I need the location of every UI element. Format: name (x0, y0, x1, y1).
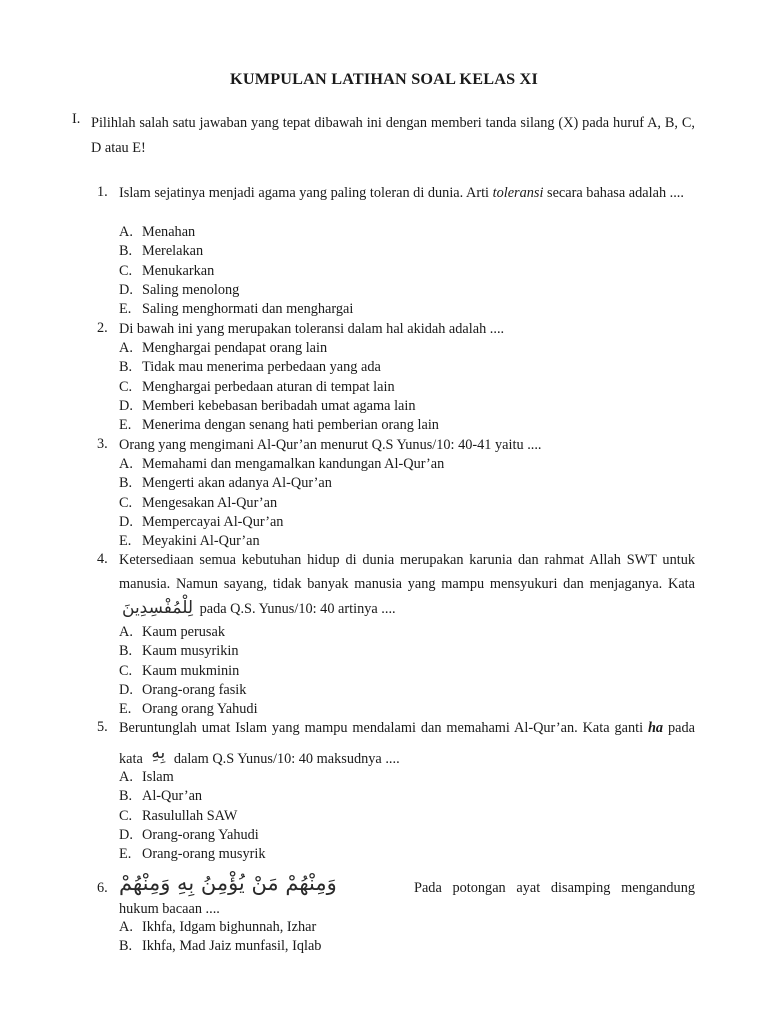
options-list (119, 339, 695, 435)
option-letter: A. (119, 769, 133, 785)
arabic-word: بِهِ (151, 743, 166, 763)
option-text: Islam (142, 769, 174, 785)
question-text-part: Ketersediaan semua kebutuhan hidup di dunia merupakan karunia dan rahmat Allah SWT untuk manusia. Namun sayang, tidak banyak manusia yang mampu mensyukuri dan menjaganya. Kata (119, 552, 695, 592)
question-number: 1. (97, 184, 108, 200)
option-letter: B. (119, 359, 133, 376)
option-a[interactable] (119, 918, 695, 937)
option-letter: A. (119, 456, 133, 472)
option-text: Tidak mau menerima perbedaan yang ada (142, 359, 381, 376)
option-text: Merelakan (142, 243, 204, 260)
option-text: Menahan (142, 224, 196, 240)
option-text: Al-Qur’an (142, 788, 203, 805)
option-e[interactable] (119, 416, 695, 435)
option-text: Menghargai perbedaan aturan di tempat lain (142, 378, 395, 395)
question-text-line-1: Pada potongan ayat disamping mengandung (414, 880, 695, 896)
option-text: Rasulullah SAW (142, 807, 238, 824)
arabic-word: لِلْمُفْسِدِينَ (122, 598, 193, 618)
question-text-part: Beruntunglah umat Islam yang mampu mendalami dan memahami Al-Qur’an. Kata ganti (119, 720, 648, 736)
instruction-text: Pilihlah salah satu jawaban yang tepat dibawah ini dengan memberi tanda silang (X) pada huruf A, B, C, D atau E! (91, 115, 695, 156)
option-letter: D. (119, 397, 133, 414)
option-a[interactable] (119, 455, 695, 474)
option-c[interactable] (119, 662, 695, 681)
option-letter: E. (119, 417, 132, 434)
question-number: 4. (97, 551, 108, 567)
option-a[interactable] (119, 623, 695, 642)
option-text: Kaum perusak (142, 624, 225, 640)
option-a[interactable] (119, 339, 695, 358)
option-letter: D. (119, 513, 133, 530)
option-text: Ikhfa, Idgam bighunnah, Izhar (142, 919, 317, 935)
options-list (119, 455, 695, 551)
options-list (119, 223, 695, 319)
question-text-line-2: hukum bacaan .... (119, 901, 220, 917)
option-text: Kaum mukminin (142, 662, 240, 679)
question-text-part: pada Q.S. Yunus/10: 40 artinya .... (196, 601, 396, 617)
options-list (119, 623, 695, 719)
option-c[interactable] (119, 807, 695, 826)
option-b[interactable] (119, 642, 695, 661)
option-letter: E. (119, 533, 132, 550)
option-letter: C. (119, 662, 133, 679)
option-d[interactable] (119, 513, 695, 532)
option-letter: C. (119, 494, 133, 511)
question-text-part: Islam sejatinya menjadi agama yang paling toleran di dunia. Arti (119, 185, 493, 201)
option-text: Kaum musyrikin (142, 643, 239, 660)
option-b[interactable] (119, 242, 695, 261)
question-text (119, 548, 695, 621)
option-text: Saling menghormati dan menghargai (142, 301, 354, 318)
option-letter: B. (119, 475, 133, 492)
question-text-part: pada kata (119, 720, 695, 767)
option-letter: E. (119, 701, 132, 718)
question-text-part: dalam Q.S Yunus/10: 40 maksudnya .... (170, 751, 400, 767)
option-letter: E. (119, 846, 132, 863)
options-list (119, 918, 695, 957)
question-text (119, 713, 695, 774)
options-list (119, 768, 695, 864)
option-text: Menerima dengan senang hati pemberian orang lain (142, 417, 439, 434)
option-text: Memberi kebebasan beribadah umat agama lain (142, 397, 416, 414)
option-b[interactable] (119, 358, 695, 377)
option-letter: D. (119, 281, 133, 298)
option-d[interactable] (119, 826, 695, 845)
option-text: Menukarkan (142, 262, 215, 279)
option-letter: A. (119, 340, 133, 356)
question-text (119, 184, 695, 203)
option-letter: A. (119, 919, 133, 935)
option-letter: B. (119, 243, 133, 260)
option-letter: D. (119, 681, 133, 698)
option-text: Menghargai pendapat orang lain (142, 340, 328, 356)
option-letter: E. (119, 301, 132, 318)
option-text: Ikhfa, Mad Jaiz munfasil, Iqlab (142, 938, 322, 955)
question-text: Di bawah ini yang merupakan toleransi dalam hal akidah adalah .... (119, 321, 505, 337)
option-a[interactable] (119, 768, 695, 787)
option-a[interactable] (119, 223, 695, 242)
question-number: 2. (97, 320, 108, 336)
option-d[interactable] (119, 397, 695, 416)
question-number: 6. (97, 880, 108, 896)
instruction-number: I. (72, 111, 81, 127)
option-text: Memahami dan mengamalkan kandungan Al-Qur’an (142, 456, 445, 472)
question-number: 5. (97, 719, 108, 735)
option-text: Mengerti akan adanya Al-Qur’an (142, 475, 332, 492)
question-bold-italic-term: ha (647, 720, 664, 736)
option-text: Orang-orang Yahudi (142, 826, 259, 843)
option-letter: B. (119, 643, 133, 660)
arabic-ayah: وَمِنْهُمْ مَنْ يُؤْمِنُ بِهِ وَمِنْهُمْ (119, 871, 337, 895)
question-italic-term: toleransi (492, 185, 544, 201)
option-letter: D. (119, 826, 133, 843)
question-text: Orang yang mengimani Al-Qur’an menurut Q.S Yunus/10: 40-41 yaitu .... (119, 437, 542, 453)
option-b[interactable] (119, 474, 695, 493)
option-text: Mengesakan Al-Qur’an (142, 494, 278, 511)
option-letter: C. (119, 378, 133, 395)
option-b[interactable] (119, 787, 695, 806)
option-letter: B. (119, 938, 133, 955)
option-letter: A. (119, 624, 133, 640)
option-b[interactable] (119, 937, 695, 956)
option-text: Meyakini Al-Qur’an (142, 533, 260, 550)
option-text: Orang-orang musyrik (142, 846, 266, 863)
option-e[interactable] (119, 300, 695, 319)
option-d[interactable] (119, 281, 695, 300)
option-c[interactable] (119, 494, 695, 513)
option-text: Mempercayai Al-Qur’an (142, 513, 284, 530)
option-letter: B. (119, 788, 133, 805)
question-text-part: secara bahasa adalah .... (543, 185, 684, 201)
option-text: Saling menolong (142, 281, 240, 298)
page-title: KUMPULAN LATIHAN SOAL KELAS XI (230, 70, 538, 88)
option-text: Orang-orang fasik (142, 681, 247, 698)
option-letter: C. (119, 262, 133, 279)
option-letter: A. (119, 224, 133, 240)
option-c[interactable] (119, 378, 695, 397)
option-c[interactable] (119, 262, 695, 281)
option-letter: C. (119, 807, 133, 824)
question-number: 3. (97, 436, 108, 452)
option-d[interactable] (119, 681, 695, 700)
option-text: Orang orang Yahudi (142, 701, 258, 718)
option-e[interactable] (119, 845, 695, 864)
